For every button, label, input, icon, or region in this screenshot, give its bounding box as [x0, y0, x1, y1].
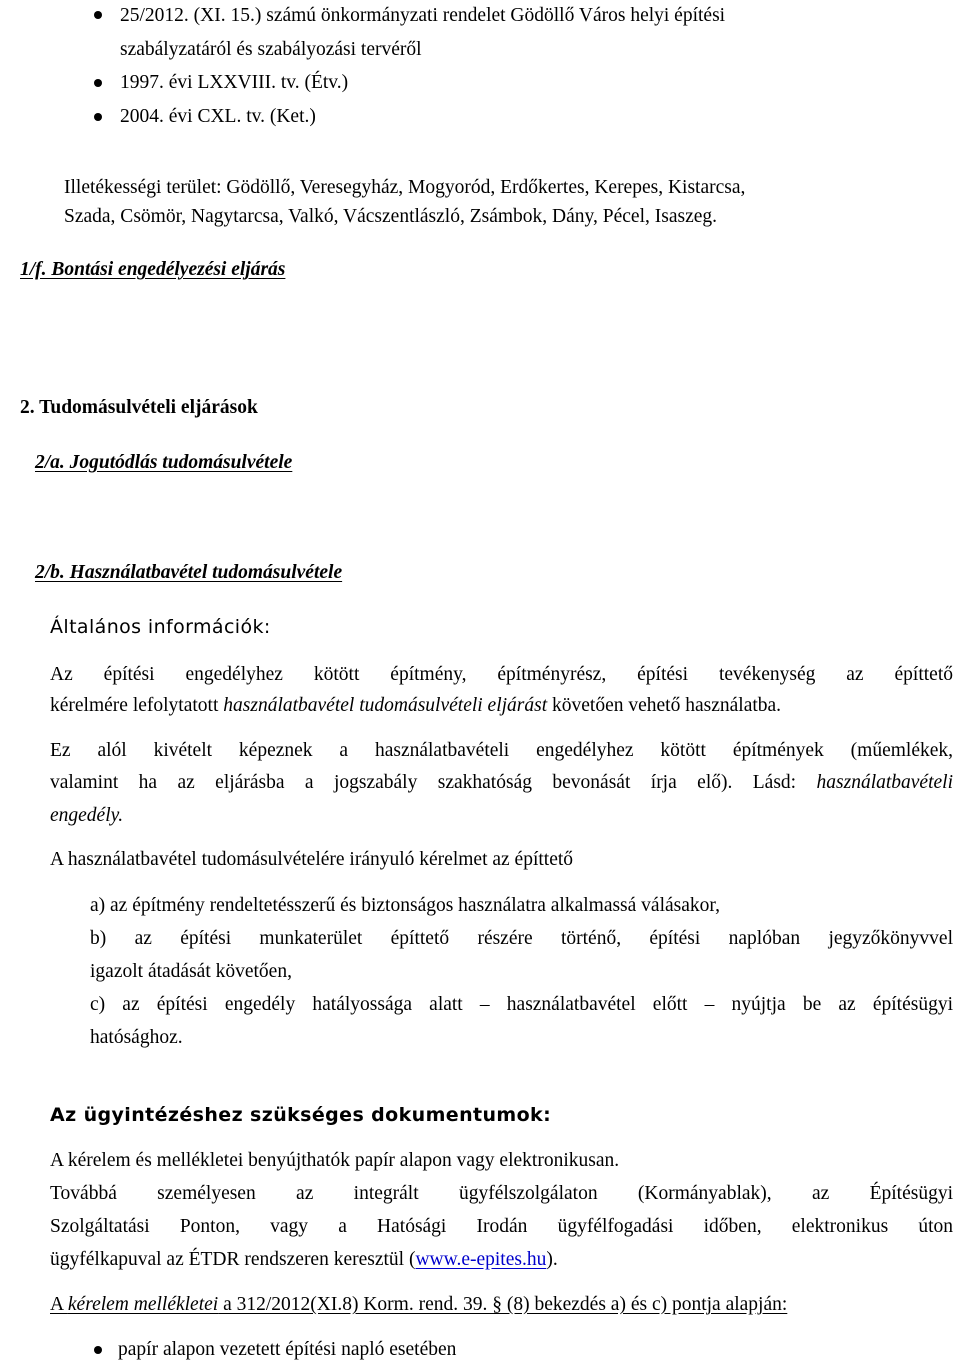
list-item-etv: 1997. évi LXXVIII. tv. (Étv.)	[120, 72, 349, 93]
docs-line-4	[50, 1250, 558, 1270]
documents-heading: Az ügyintézéshez szükséges dokumentumok:	[50, 1104, 552, 1126]
para1-text-c: követően vehető használatba.	[547, 695, 782, 716]
para2-line-3: engedély.	[50, 805, 124, 826]
list-item-regulation-gödöllő: 25/2012. (XI. 15.) számú önkormányzati rendelet Gödöllő Város helyi építési	[120, 5, 726, 26]
heading-2b-occupancy: 2/b. Használatbavétel tudomásulvétele	[35, 562, 343, 583]
list-item-paper-log: papír alapon vezetett építési napló esetében	[118, 1339, 457, 1360]
para1-line-2	[50, 696, 781, 716]
para2-text-a: valamint ha az eljárásba a jogszabály szakhatóság bevonását írja elő). Lásd:	[50, 772, 817, 793]
docs-line-3: Szolgáltatási Ponton, vagy a Hatósági Irodán ügyfélfogadási időben, elektronikus úton	[50, 1216, 953, 1237]
para1-text-a: kérelmére lefolytatott	[50, 695, 224, 716]
attachments-text-italic: kérelem mellékletei	[67, 1294, 219, 1315]
para2-line-1: Ez alól kivételt képeznek a használatbavételi engedélyhez kötött építmények (műemlékek,	[50, 740, 953, 761]
para1-line-1: Az építési engedélyhez kötött építmény, építményrész, építési tevékenység az építtető	[50, 664, 953, 685]
para1-text-italic: használatbavétel tudomásulvételi eljárást	[223, 695, 548, 716]
bullet-dot	[94, 11, 102, 19]
para2-line-2	[50, 773, 953, 793]
general-info-heading: Általános információk:	[50, 616, 271, 638]
jurisdiction-line-2: Szada, Csömör, Nagytarcsa, Valkó, Vácszentlászló, Zsámbok, Dány, Pécel, Isaszeg.	[64, 206, 718, 227]
condition-a: a) az építmény rendeltetésszerű és biztonságos használatra alkalmassá válásakor,	[90, 895, 720, 916]
docs-line-4-text-a: ügyfélkapuval az ÉTDR rendszeren keresztül (	[50, 1249, 416, 1270]
attachments-text-c: a 312/2012(XI.8) Korm. rend. 39. § (8) bekezdés a) és c) pontja alapján:	[218, 1294, 788, 1315]
attachments-text-a: A	[50, 1294, 68, 1315]
heading-1f-demolition: 1/f. Bontási engedélyezési eljárás	[20, 259, 286, 280]
para2-text-italic: használatbavételi	[816, 772, 953, 793]
condition-c-line-1: c) az építési engedély hatályossága alatt – használatbavétel előtt – nyújtja be az építésügyi	[90, 994, 953, 1015]
condition-b-line-1: b) az építési munkaterület építtető részére történő, építési naplóban jegyzőkönyvvel	[90, 928, 953, 949]
condition-c-line-2: hatósághoz.	[90, 1027, 183, 1048]
bullet-dot	[94, 1346, 102, 1354]
attachments-line	[50, 1295, 787, 1315]
docs-line-1: A kérelem és mellékletei benyújthatók papír alapon vagy elektronikusan.	[50, 1150, 620, 1171]
jurisdiction-line-1: Illetékességi terület: Gödöllő, Veresegyház, Mogyoród, Erdőkertes, Kerepes, Kistarcsa,	[64, 177, 746, 198]
heading-2-acknowledgement: 2. Tudomásulvételi eljárások	[20, 397, 258, 418]
bullet-dot	[94, 79, 102, 87]
docs-line-4-text-b: ).	[546, 1249, 558, 1270]
e-epites-link[interactable]: www.e-epites.hu	[415, 1249, 547, 1270]
bullet-dot	[94, 113, 102, 121]
list-item-regulation-continuation: szabályzatáról és szabályozási tervéről	[120, 39, 422, 60]
heading-2a-succession: 2/a. Jogutódlás tudomásulvétele	[35, 452, 293, 473]
condition-b-line-2: igazolt átadását követően,	[90, 961, 292, 982]
para3: A használatbavétel tudomásulvételére irányuló kérelmet az építtető	[50, 849, 574, 870]
list-item-ket: 2004. évi CXL. tv. (Ket.)	[120, 106, 316, 127]
docs-line-2: Továbbá személyesen az integrált ügyfélszolgálaton (Kormányablak), az Építésügyi	[50, 1183, 953, 1204]
